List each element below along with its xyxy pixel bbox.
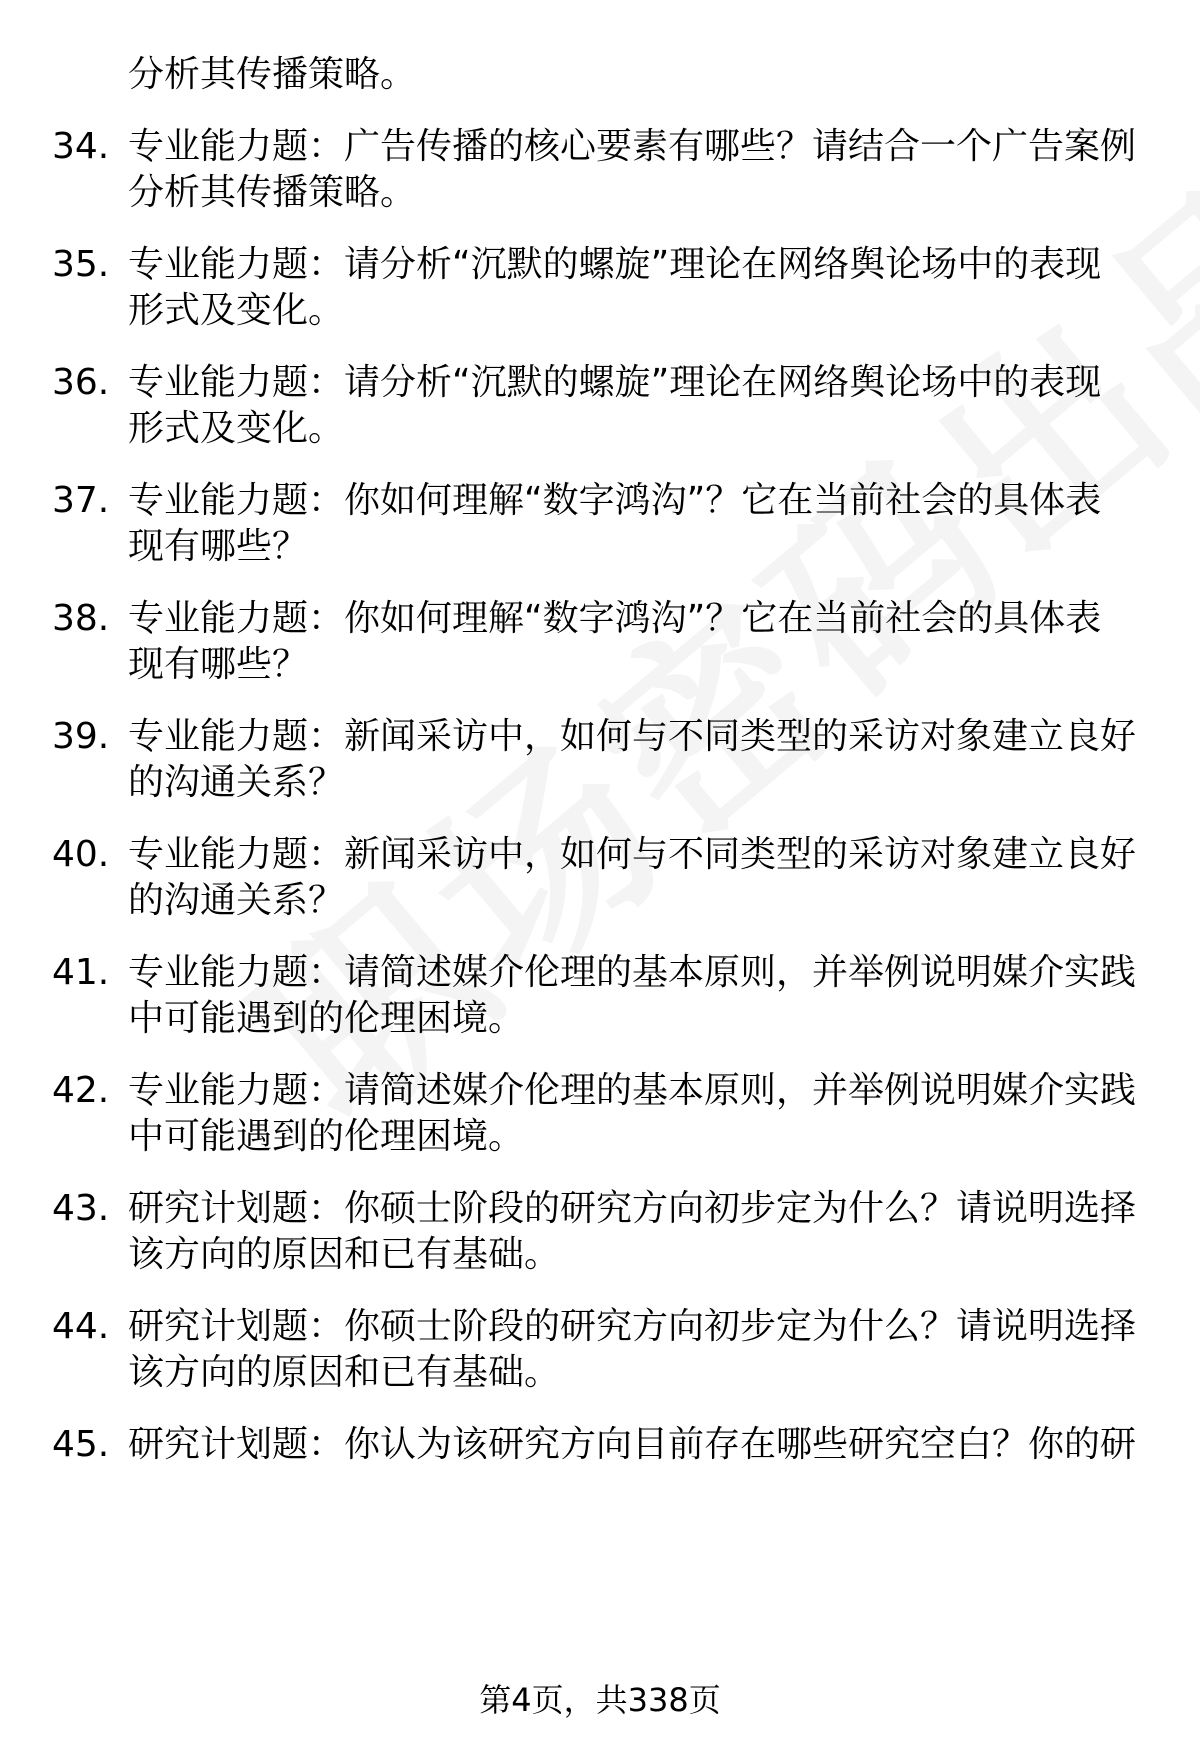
item-text-line: 专业能力题：广告传播的核心要素有哪些？请结合一个广告案例 (128, 126, 1137, 167)
item-number: 37. (52, 480, 110, 521)
item-number: 43. (52, 1188, 110, 1229)
item-text-line: 研究计划题：你硕士阶段的研究方向初步定为什么？请说明选择 (128, 1306, 1137, 1347)
item-text-line: 的沟通关系？ (128, 880, 345, 921)
item-text-line: 现有哪些？ (128, 644, 309, 685)
item-number: 42. (52, 1070, 110, 1111)
item-number: 34. (52, 126, 110, 167)
item-number: 39. (52, 716, 110, 757)
item-number: 38. (52, 598, 110, 639)
item-text-line: 该方向的原因和已有基础。 (128, 1234, 561, 1275)
item-text-line: 现有哪些？ (128, 526, 309, 567)
item-number: 45. (52, 1424, 110, 1465)
item-text-line: 专业能力题：新闻采访中，如何与不同类型的采访对象建立良好 (128, 834, 1137, 875)
item-text-line: 的沟通关系？ (128, 762, 345, 803)
item-text-line: 分析其传播策略。 (128, 172, 417, 213)
item-text-line: 形式及变化。 (128, 290, 345, 331)
item-text-line: 专业能力题：请简述媒介伦理的基本原则，并举例说明媒介实践 (128, 952, 1137, 993)
item-text-line: 中可能遇到的伦理困境。 (128, 1116, 525, 1157)
item-text-line: 研究计划题：你认为该研究方向目前存在哪些研究空白？你的研 (128, 1424, 1137, 1465)
item-text-line: 该方向的原因和已有基础。 (128, 1352, 561, 1393)
item-text-line: 研究计划题：你硕士阶段的研究方向初步定为什么？请说明选择 (128, 1188, 1137, 1229)
item-number: 35. (52, 244, 110, 285)
item-number: 44. (52, 1306, 110, 1347)
item-text-line: 分析其传播策略。 (128, 54, 417, 95)
item-text-line: 专业能力题：你如何理解“数字鸿沟”？它在当前社会的具体表 (128, 480, 1102, 521)
item-text-line: 形式及变化。 (128, 408, 345, 449)
item-number: 36. (52, 362, 110, 403)
item-text-line: 专业能力题：你如何理解“数字鸿沟”？它在当前社会的具体表 (128, 598, 1102, 639)
page-footer: 第4页，共338页 (479, 1681, 721, 1719)
item-text-line: 专业能力题：新闻采访中，如何与不同类型的采访对象建立良好 (128, 716, 1137, 757)
item-number: 41. (52, 952, 110, 993)
item-text-line: 专业能力题：请简述媒介伦理的基本原则，并举例说明媒介实践 (128, 1070, 1137, 1111)
item-text-line: 专业能力题：请分析“沉默的螺旋”理论在网络舆论场中的表现 (128, 244, 1102, 285)
item-text-line: 专业能力题：请分析“沉默的螺旋”理论在网络舆论场中的表现 (128, 362, 1102, 403)
item-text-line: 中可能遇到的伦理困境。 (128, 998, 525, 1039)
item-number: 40. (52, 834, 110, 875)
